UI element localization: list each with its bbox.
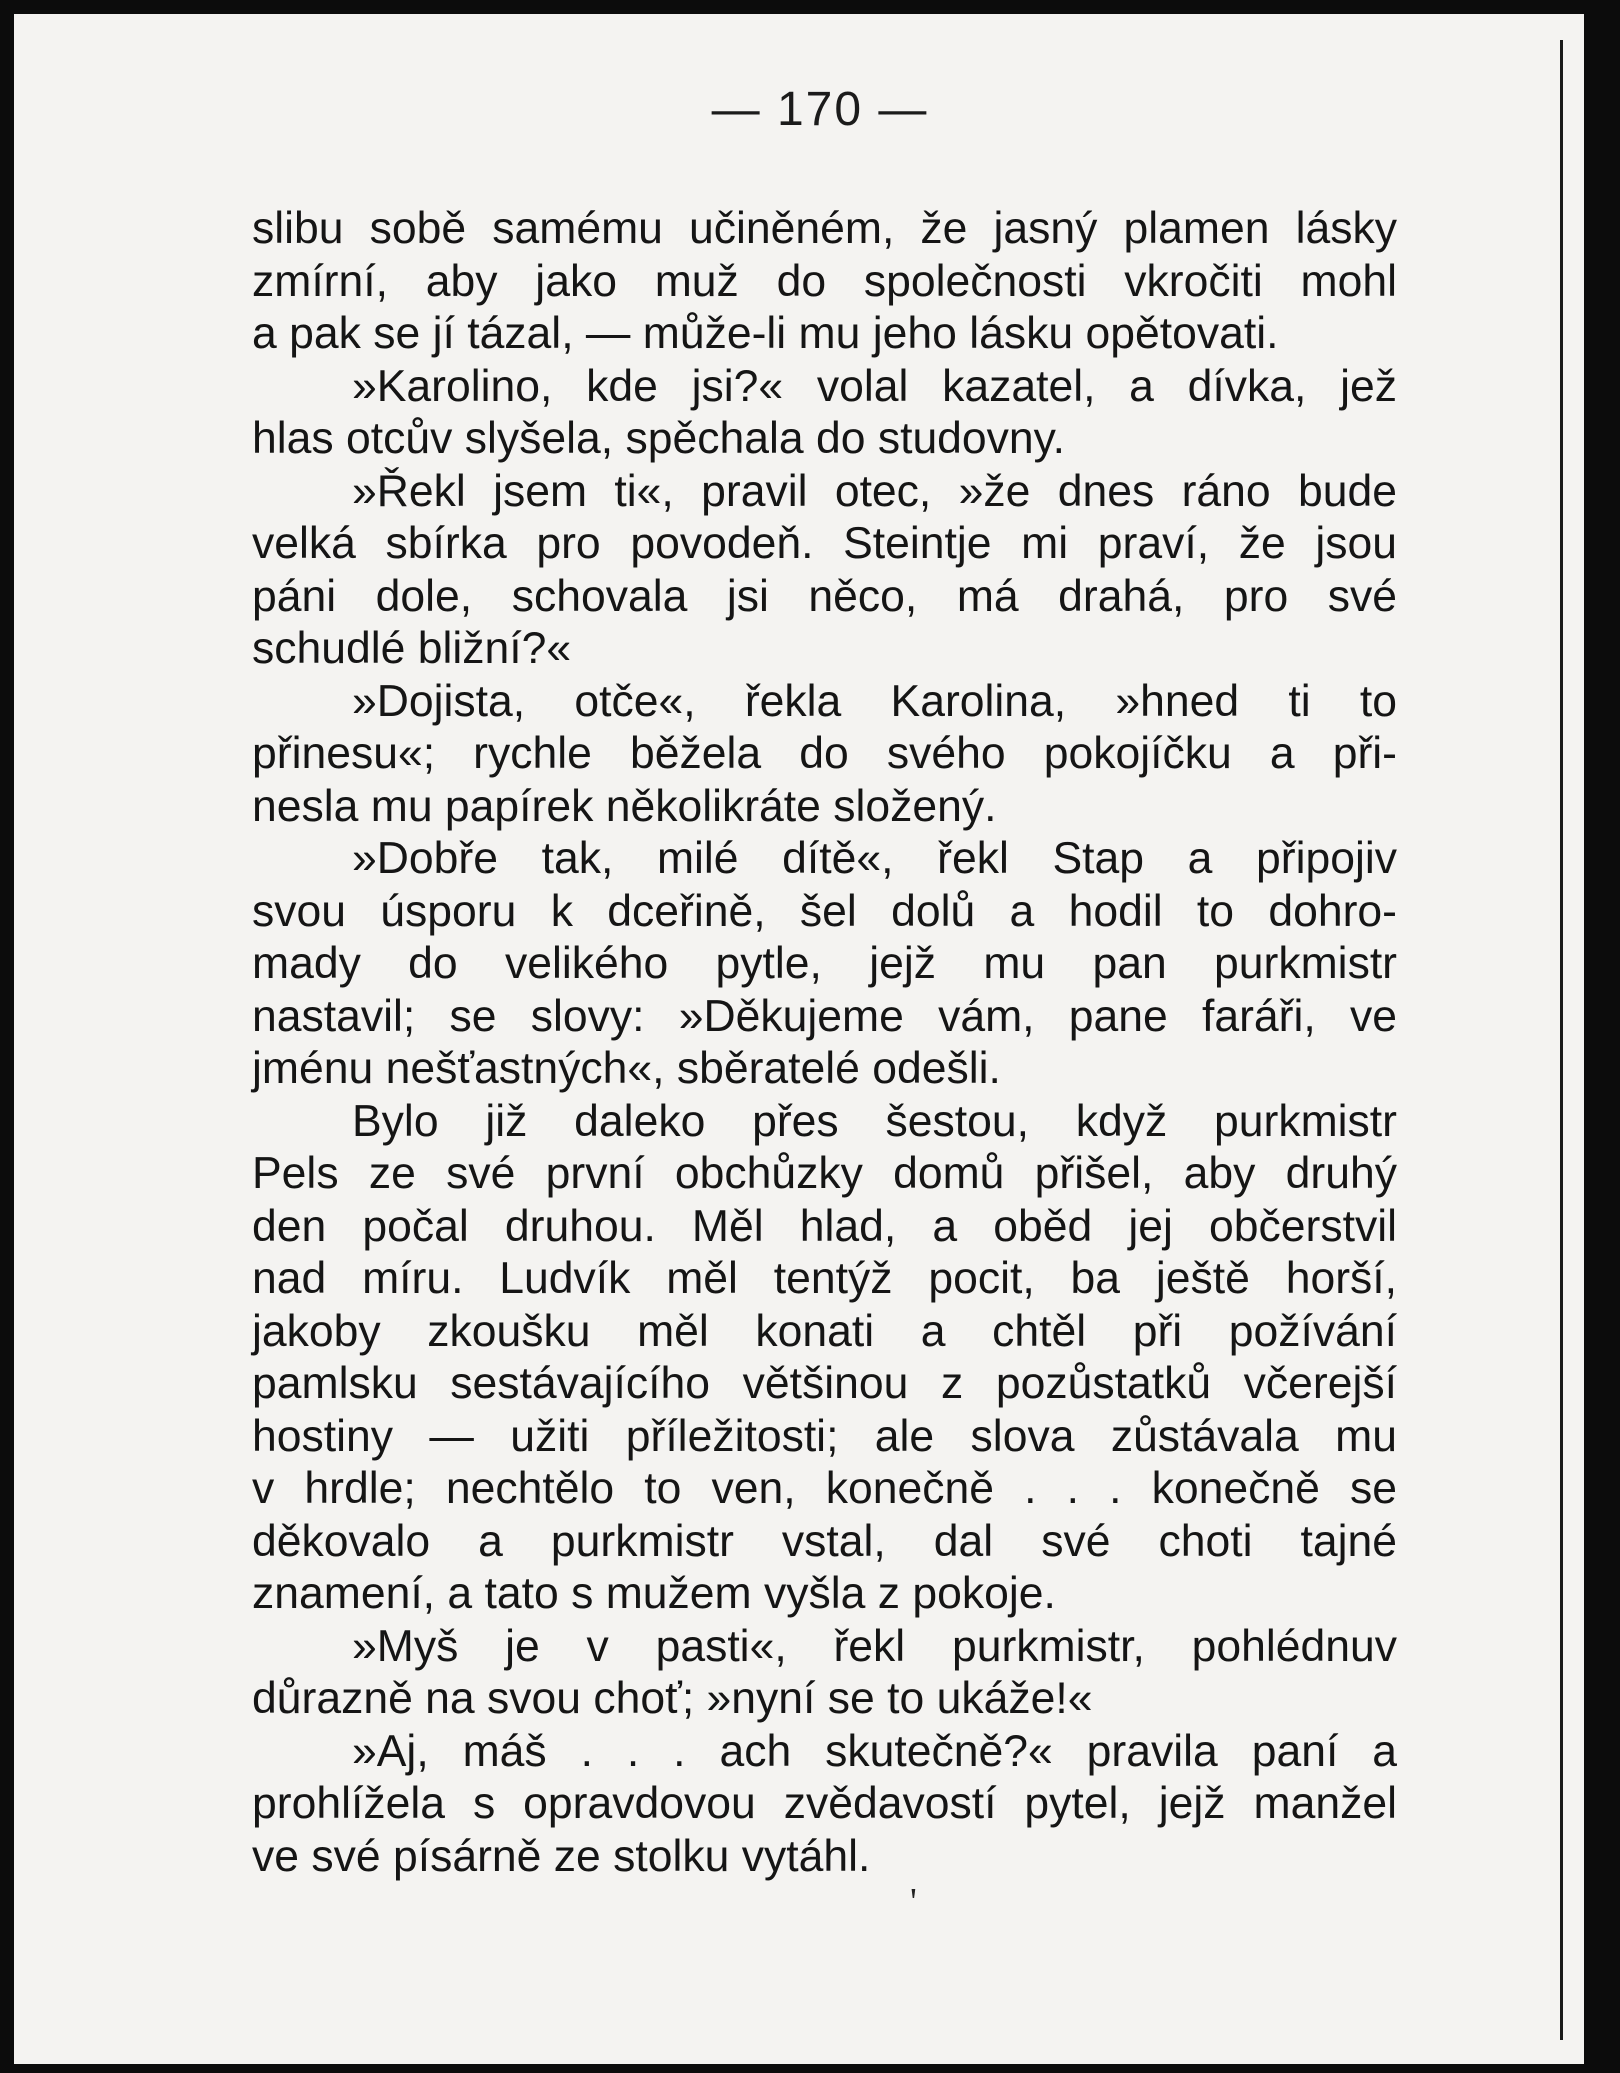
text-line: v hrdle; nechtělo to ven, konečně . . . konečně se <box>252 1464 1397 1513</box>
text-line: »Karolino, kde jsi?« volal kazatel, a dívka, jež <box>352 361 1397 411</box>
text-line: Pels ze své první obchůzky domů přišel, aby druhý <box>252 1149 1397 1198</box>
text-line: důrazně na svou choť; »nyní se to ukáže!« <box>252 1674 1093 1723</box>
text-line: jakoby zkoušku měl konati a chtěl při požívání <box>252 1306 1397 1356</box>
text-line: znamení, a tato s mužem vyšla z pokoje. <box>252 1569 1056 1618</box>
text-line: prohlížela s opravdovou zvědavostí pytel, jejž manžel <box>252 1779 1397 1828</box>
text-line: nastavil; se slovy: »Děkujeme vám, pane faráři, ve <box>252 991 1397 1041</box>
text-line: Bylo již daleko přes šestou, když purkmistr <box>352 1096 1397 1146</box>
text-line: jménu nešťastných«, sběratelé odešli. <box>252 1044 1001 1093</box>
text-line: slibu sobě samému učiněném, že jasný plamen lásky <box>252 204 1397 253</box>
text-line: pamlsku sestávajícího většinou z pozůstatků včerejší <box>252 1359 1397 1408</box>
text-line: přinesu«; rychle běžela do svého pokojíčku a při- <box>252 729 1397 778</box>
text-line: hostiny — užiti příležitosti; ale slova zůstávala mu <box>252 1411 1397 1461</box>
text-line: svou úsporu k dceřině, šel dolů a hodil to dohro- <box>252 886 1397 936</box>
text-line: velká sbírka pro povodeň. Steintje mi praví, že jsou <box>252 519 1397 568</box>
text-line: páni dole, schovala jsi něco, má drahá, pro své <box>252 571 1397 621</box>
text-line: ve své písárně ze stolku vytáhl. <box>252 1831 871 1881</box>
text-line: děkovalo a purkmistr vstal, dal své choti tajné <box>252 1516 1397 1566</box>
text-line: zmírní, aby jako muž do společnosti vkročiti mohl <box>252 256 1397 306</box>
bottom-ink-mark: ' <box>910 1881 917 1923</box>
text-line: schudlé bližní?« <box>252 624 572 673</box>
page-number: — 170 — <box>711 83 929 136</box>
text-line: »Myš je v pasti«, řekl purkmistr, pohlédnuv <box>352 1621 1397 1671</box>
text-line: nesla mu papírek několikráte složený. <box>252 781 997 831</box>
text-line: den počal druhou. Měl hlad, a oběd jej občerstvil <box>252 1201 1397 1251</box>
text-line: mady do velikého pytle, jejž mu pan purkmistr <box>252 939 1397 988</box>
text-line: hlas otcův slyšela, spěchala do studovny. <box>252 414 1065 463</box>
text-line: a pak se jí tázal, — může-li mu jeho lásku opětovati. <box>252 309 1279 358</box>
page-edge-shadow <box>1560 40 1563 2040</box>
text-line: »Dojista, otče«, řekla Karolina, »hned ti to <box>352 676 1397 726</box>
text-line: »Aj, máš . . . ach skutečně?« pravila paní a <box>352 1726 1397 1776</box>
text-line: nad míru. Ludvík měl tentýž pocit, ba ještě horší, <box>252 1254 1397 1303</box>
text-line: »Dobře tak, milé dítě«, řekl Stap a připojiv <box>352 834 1397 883</box>
body-text <box>252 203 1397 1883</box>
text-line: »Řekl jsem ti«, pravil otec, »že dnes ráno bude <box>352 466 1397 516</box>
